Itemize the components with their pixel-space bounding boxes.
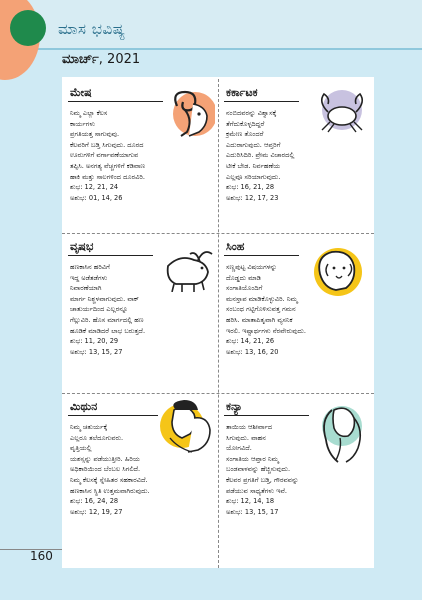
ram-icon	[163, 86, 215, 142]
text-line: ಎಲ್ಲರೂ ತಲೆದೂಗುವರು.	[70, 433, 124, 442]
text-line: ಕ್ರಮೇಣ ತೊಂದರೆ	[226, 130, 264, 139]
title-underline	[68, 101, 163, 102]
text-line: ಸಿಗುವುದು. ವಾಹನ	[226, 433, 266, 442]
month-heading	[62, 52, 140, 67]
sign-name: ಮಿಥುನ	[70, 400, 98, 413]
bull-icon	[160, 244, 216, 292]
lucky-days: ಶುಭ: 14, 21, 26	[226, 337, 275, 346]
lucky-days: ಶುಭ: 12, 14, 18	[226, 497, 275, 506]
text-line: ಹರಿಸಿ. ಮಾತಾಪಿತೃವಾಗಿ ವ್ಯಸನಿಕ	[226, 315, 293, 324]
text-line: ಎಲ್ಲವೂ ಸರಿಯಾಗುವುದು.	[226, 172, 281, 181]
row-divider	[62, 233, 374, 235]
text-line: ಮಾರ್ಗ ನಿಶ್ಚಳವಾಗುವುದು. ವಾಕ್	[70, 294, 140, 303]
crab-icon	[312, 88, 368, 136]
text-line: ಯಶಸ್ಸನ್ನು ಪಡೆಯುತ್ತೀರಿ. ಹಿರಿಯ	[70, 454, 140, 463]
title-underline	[68, 255, 153, 256]
text-line: ಇದ್ದ ಅಡೆತಡೆಗಳು	[70, 273, 108, 282]
text-line: ಕೆಲವರ ಪ್ರಗತಿಗೆ ಬಡ್ತಿ, ಗೌರವವನ್ನು	[226, 475, 299, 484]
text-line: ಎದುರಾಗುವುದು. ಆಪ್ತರಿಗೆ	[226, 140, 281, 149]
lucky-days: ಶುಭ: 16, 24, 28	[70, 497, 119, 506]
text-line: ಪಡೆಯುವ ಸಾಧ್ಯತೆಗಳು ಇವೆ.	[226, 486, 287, 495]
unlucky-days: ಅಶುಭ: 13, 15, 27	[70, 347, 123, 356]
page-number: 160	[30, 549, 53, 563]
lucky-days: ಶುಭ: 11, 20, 29	[70, 337, 119, 346]
column-divider	[218, 79, 220, 568]
green-circle-decoration	[10, 10, 46, 46]
lucky-days: ಶುಭ: 16, 21, 28	[226, 183, 275, 192]
lion-icon	[306, 244, 368, 304]
text-line: ಹೂಡಿಕೆ ಮಾಡಿದರೆ ಲಾಭ ಬರುತ್ತದೆ.	[70, 326, 146, 335]
lucky-days: ಶುಭ: 12, 21, 24	[70, 183, 119, 192]
text-line: ಕೆಲವರಿಗೆ ಬಡ್ತಿ ಸಿಗುವುದು. ದೂರದ	[70, 140, 144, 149]
row-divider	[62, 393, 374, 395]
sign-name: ಕರ್ಕಾಟಕ	[226, 86, 258, 99]
text-line: ಅಧಿಕಾರಿಯಿಂದ ಬೆಂಬಲ ಸಿಗಲಿದೆ.	[70, 465, 141, 474]
text-line: ಸಣ್ಣಪುಟ್ಟ ವಿಷಯಗಳನ್ನು	[226, 263, 277, 271]
text-line: ನಿವಾರಣೆಯಾಗಿ	[70, 284, 102, 293]
text-line: ತಾಯಿಯ ಆಶೀರ್ವಾದ	[226, 423, 273, 431]
twins-icon	[158, 398, 218, 458]
text-line: ಬಂಡವಾಳವನ್ನು ಹೆಚ್ಚಿಸುವುದು.	[226, 465, 291, 474]
unlucky-days: ಅಶುಭ: 13, 16, 20	[226, 347, 279, 356]
text-line: ಹಣಕಾಸಿನ ಸ್ಥಿತಿ ಉತ್ತಮವಾಗಿರುವುದು.	[70, 486, 150, 495]
text-line: ನಿಮ್ಮ ಚತುರ್ಯಕ್ಕೆ	[70, 423, 108, 431]
text-line: ಹಣಕಾಸಿನ ಹರಿವಿಗೆ	[70, 263, 110, 271]
text-line: ನಿಮ್ಮ ಎಲ್ಲಾ ಕೆಲಸ	[70, 109, 108, 117]
text-line: ಊರುಗಳಿಗೆ ವರ್ಗಾವಣೆಯಾಗುವ	[70, 151, 139, 160]
unlucky-days: ಅಶುಭ: 12, 19, 27	[70, 507, 123, 516]
sign-name: ವೃಷಭ	[70, 240, 94, 253]
text-line: ಯೋಗವಿದೆ.	[226, 444, 252, 453]
text-line: ದೊಡ್ಡದು ಮಾಡಿ	[226, 273, 261, 282]
section-title: ಮಾಸ ಭವಿಷ್ಯ	[58, 20, 126, 38]
text-line: ಗೆಲ್ಲುವಿರಿ. ಹೊಸ ಮಾರ್ಗದಲ್ಲಿ ಹಣ	[70, 315, 144, 324]
unlucky-days: ಅಶುಭ: 01, 14, 26	[70, 193, 123, 202]
title-underline	[224, 415, 309, 416]
text-line: ಇರಲಿ. ಇಷ್ಟಾರ್ಥಗಳು ನೆರವೇರುವುದು.	[226, 326, 306, 335]
text-line: ನಂಬಿದವರನ್ನು ವಿಶ್ವಾಸಕ್ಕೆ	[226, 109, 277, 117]
month-name: ಮಾರ್ಚ್	[62, 52, 99, 67]
sign-name: ಕನ್ಯಾ	[226, 400, 243, 413]
text-line: ಎದುರಿಸಿದಿರಿ. ಪ್ರೇಮ ವಿಚಾರದಲ್ಲಿ	[226, 151, 295, 160]
sign-name: ಮೇಷ	[70, 86, 92, 99]
sign-name: ಸಿಂಹ	[226, 240, 245, 253]
maiden-icon	[312, 400, 370, 466]
unlucky-days: ಅಶುಭ: 12, 17, 23	[226, 193, 279, 202]
text-line: ಮನಸ್ತಾಪ ಮಾಡಿಕೊಳ್ಳುವಿರಿ. ನಿಮ್ಮ	[226, 294, 298, 303]
text-line: ವೃತ್ತಿಯಲ್ಲಿ	[70, 444, 92, 453]
title-underline	[224, 255, 299, 256]
title-underline	[68, 415, 158, 416]
month-year: , 2021	[98, 52, 141, 67]
text-line: ತಪ್ಪಿಸಿ. ಅನಗತ್ಯ ವೆಚ್ಚಗಳಿಗೆ ಕಡಿವಾಣ	[70, 161, 146, 170]
text-line: ನಿಮ್ಮ ಕೆಲಸಕ್ಕೆ ಸ್ನೇಹಿತರ ಸಹಕಾರವಿದೆ.	[70, 475, 148, 484]
title-underline	[224, 101, 299, 102]
text-line: ಟೀಕೆ ಬೇಡ. ನಿರ್ವಹಣೆಯ	[226, 161, 281, 170]
text-line: ಪ್ರಗತಿಯತ್ತ ಸಾಗುವುವು.	[70, 130, 120, 139]
text-line: ಹಾಕಿ ಮತ್ತು ಸಾಲಗಳಿಂದ ದೂರವಿರಿ.	[70, 172, 145, 181]
text-line: ಸಂಬಂಧ ಗಟ್ಟಿಗೊಳಿಸುವತ್ತ ಗಮನ	[226, 305, 296, 314]
text-line: ಸಂಗಾತಿಯ ಆಪ್ತಾರ ನಿಮ್ಮ	[226, 454, 279, 463]
text-line: ಸಂಗಾತಿಯೊಂದಿಗೆ	[226, 284, 263, 293]
text-line: ಕಾರ್ಯಗಳು	[70, 119, 96, 128]
text-line: ತೆಗೆದುಕೊಳ್ಳದಿದ್ದರೆ	[226, 119, 265, 128]
text-line: ಚಾತುರ್ಯದಿಂದ ಎಲ್ಲರನ್ನೂ	[70, 305, 128, 314]
unlucky-days: ಅಶುಭ: 13, 15, 17	[226, 507, 279, 516]
